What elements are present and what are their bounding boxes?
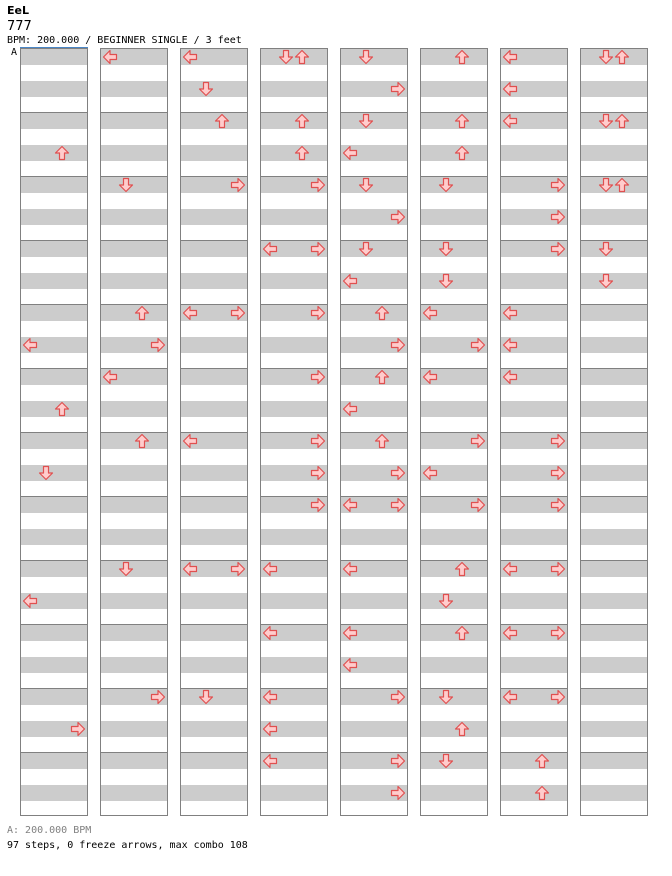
arrow-right-icon — [390, 753, 406, 769]
arrow-left-icon — [422, 369, 438, 385]
arrow-up-icon — [534, 753, 550, 769]
step-stats: 97 steps, 0 freeze arrows, max combo 108 — [7, 840, 248, 851]
measure-line — [181, 368, 247, 369]
arrow-down-icon — [438, 689, 454, 705]
arrow-up-icon — [614, 177, 630, 193]
arrow-down-icon — [198, 689, 214, 705]
measure-line — [21, 496, 87, 497]
arrow-left-icon — [342, 273, 358, 289]
arrow-down-icon — [278, 49, 294, 65]
measure-line — [21, 624, 87, 625]
chart-column-8 — [580, 48, 648, 816]
arrow-left-icon — [502, 369, 518, 385]
arrow-left-icon — [502, 561, 518, 577]
arrow-left-icon — [102, 49, 118, 65]
measure-line — [181, 752, 247, 753]
measure-line — [181, 688, 247, 689]
arrow-right-icon — [550, 241, 566, 257]
arrow-left-icon — [342, 401, 358, 417]
arrow-left-icon — [342, 625, 358, 641]
measure-line — [581, 240, 647, 241]
arrow-down-icon — [598, 49, 614, 65]
measure-line — [21, 304, 87, 305]
arrow-left-icon — [262, 625, 278, 641]
arrow-down-icon — [438, 753, 454, 769]
arrow-right-icon — [550, 465, 566, 481]
measure-line — [21, 432, 87, 433]
arrow-left-icon — [22, 593, 38, 609]
arrow-right-icon — [150, 689, 166, 705]
arrow-left-icon — [182, 433, 198, 449]
measure-line — [21, 368, 87, 369]
arrow-right-icon — [310, 241, 326, 257]
measure-line — [581, 752, 647, 753]
song-artist: EeL — [7, 4, 29, 17]
chart-column-2 — [100, 48, 168, 816]
arrow-right-icon — [310, 433, 326, 449]
arrow-left-icon — [422, 465, 438, 481]
arrow-down-icon — [358, 241, 374, 257]
arrow-right-icon — [470, 433, 486, 449]
arrow-down-icon — [438, 177, 454, 193]
measure-line — [341, 112, 407, 113]
arrow-left-icon — [502, 81, 518, 97]
arrow-right-icon — [310, 465, 326, 481]
arrow-left-icon — [502, 337, 518, 353]
arrow-down-icon — [598, 177, 614, 193]
chart-column-5 — [340, 48, 408, 816]
arrow-up-icon — [454, 561, 470, 577]
measure-line — [581, 496, 647, 497]
arrow-right-icon — [230, 177, 246, 193]
arrow-down-icon — [118, 561, 134, 577]
arrow-right-icon — [550, 561, 566, 577]
arrow-up-icon — [134, 433, 150, 449]
measure-line — [341, 176, 407, 177]
measure-line — [101, 752, 167, 753]
arrow-left-icon — [502, 305, 518, 321]
measure-line — [181, 496, 247, 497]
arrow-down-icon — [598, 273, 614, 289]
arrow-down-icon — [358, 177, 374, 193]
arrow-right-icon — [70, 721, 86, 737]
arrow-right-icon — [390, 497, 406, 513]
arrow-up-icon — [454, 49, 470, 65]
measure-line — [581, 368, 647, 369]
arrow-left-icon — [22, 337, 38, 353]
arrow-up-icon — [54, 401, 70, 417]
measure-line — [421, 688, 487, 689]
arrow-up-icon — [454, 721, 470, 737]
arrow-right-icon — [550, 433, 566, 449]
arrow-left-icon — [342, 145, 358, 161]
chart-column-7 — [500, 48, 568, 816]
chart-column-6 — [420, 48, 488, 816]
arrow-up-icon — [614, 49, 630, 65]
chart-column-4 — [260, 48, 328, 816]
arrow-right-icon — [390, 337, 406, 353]
measure-line — [581, 432, 647, 433]
measure-line — [581, 304, 647, 305]
arrow-left-icon — [342, 561, 358, 577]
arrow-left-icon — [422, 305, 438, 321]
measure-line — [21, 560, 87, 561]
measure-line — [21, 112, 87, 113]
chart-column-1 — [20, 48, 88, 816]
arrow-left-icon — [262, 561, 278, 577]
chart-column-3 — [180, 48, 248, 816]
arrow-up-icon — [454, 145, 470, 161]
arrow-left-icon — [262, 753, 278, 769]
measure-line — [421, 240, 487, 241]
arrow-right-icon — [310, 369, 326, 385]
arrow-right-icon — [390, 465, 406, 481]
measure-line — [101, 176, 167, 177]
arrow-up-icon — [374, 305, 390, 321]
arrow-right-icon — [550, 177, 566, 193]
measure-line — [21, 688, 87, 689]
arrow-up-icon — [374, 433, 390, 449]
arrow-up-icon — [294, 113, 310, 129]
arrow-down-icon — [438, 241, 454, 257]
bpm-marker-label: A — [11, 47, 18, 58]
measure-line — [581, 688, 647, 689]
arrow-up-icon — [294, 49, 310, 65]
arrow-right-icon — [390, 689, 406, 705]
measure-line — [581, 624, 647, 625]
arrow-left-icon — [502, 113, 518, 129]
measure-line — [21, 752, 87, 753]
arrow-right-icon — [310, 497, 326, 513]
song-title: 777 — [7, 19, 32, 34]
arrow-left-icon — [502, 49, 518, 65]
arrow-left-icon — [182, 305, 198, 321]
measure-line — [21, 240, 87, 241]
arrow-left-icon — [342, 497, 358, 513]
arrow-up-icon — [534, 785, 550, 801]
arrow-right-icon — [310, 305, 326, 321]
measure-line — [101, 112, 167, 113]
arrow-up-icon — [294, 145, 310, 161]
arrow-right-icon — [390, 785, 406, 801]
arrow-up-icon — [454, 625, 470, 641]
arrow-left-icon — [502, 625, 518, 641]
bpm-legend: A: 200.000 BPM — [7, 825, 92, 836]
arrow-left-icon — [502, 689, 518, 705]
arrow-down-icon — [118, 177, 134, 193]
arrow-left-icon — [182, 561, 198, 577]
arrow-right-icon — [390, 209, 406, 225]
arrow-down-icon — [598, 113, 614, 129]
measure-line — [101, 496, 167, 497]
measure-line — [581, 560, 647, 561]
arrow-up-icon — [54, 145, 70, 161]
arrow-right-icon — [550, 209, 566, 225]
arrow-right-icon — [550, 497, 566, 513]
measure-line — [341, 240, 407, 241]
arrow-right-icon — [550, 689, 566, 705]
measure-line — [101, 624, 167, 625]
measure-line — [101, 560, 167, 561]
arrow-up-icon — [134, 305, 150, 321]
measure-line — [101, 240, 167, 241]
chart-info: BPM: 200.000 / BEGINNER SINGLE / 3 feet — [7, 35, 242, 46]
arrow-left-icon — [262, 689, 278, 705]
measure-line — [421, 176, 487, 177]
arrow-up-icon — [614, 113, 630, 129]
arrow-right-icon — [230, 305, 246, 321]
arrow-right-icon — [230, 561, 246, 577]
measure-line — [181, 240, 247, 241]
arrow-left-icon — [262, 241, 278, 257]
arrow-left-icon — [342, 657, 358, 673]
arrow-right-icon — [470, 497, 486, 513]
arrow-right-icon — [310, 177, 326, 193]
arrow-down-icon — [358, 113, 374, 129]
arrow-right-icon — [150, 337, 166, 353]
arrow-down-icon — [438, 273, 454, 289]
arrow-down-icon — [438, 593, 454, 609]
arrow-up-icon — [454, 113, 470, 129]
arrow-down-icon — [38, 465, 54, 481]
arrow-up-icon — [214, 113, 230, 129]
arrow-down-icon — [198, 81, 214, 97]
arrow-right-icon — [550, 625, 566, 641]
arrow-up-icon — [374, 369, 390, 385]
measure-line — [421, 752, 487, 753]
arrow-right-icon — [470, 337, 486, 353]
measure-line — [181, 624, 247, 625]
arrow-right-icon — [390, 81, 406, 97]
arrow-left-icon — [262, 721, 278, 737]
arrow-down-icon — [598, 241, 614, 257]
arrow-left-icon — [182, 49, 198, 65]
arrow-down-icon — [358, 49, 374, 65]
arrow-left-icon — [102, 369, 118, 385]
measure-line — [21, 176, 87, 177]
